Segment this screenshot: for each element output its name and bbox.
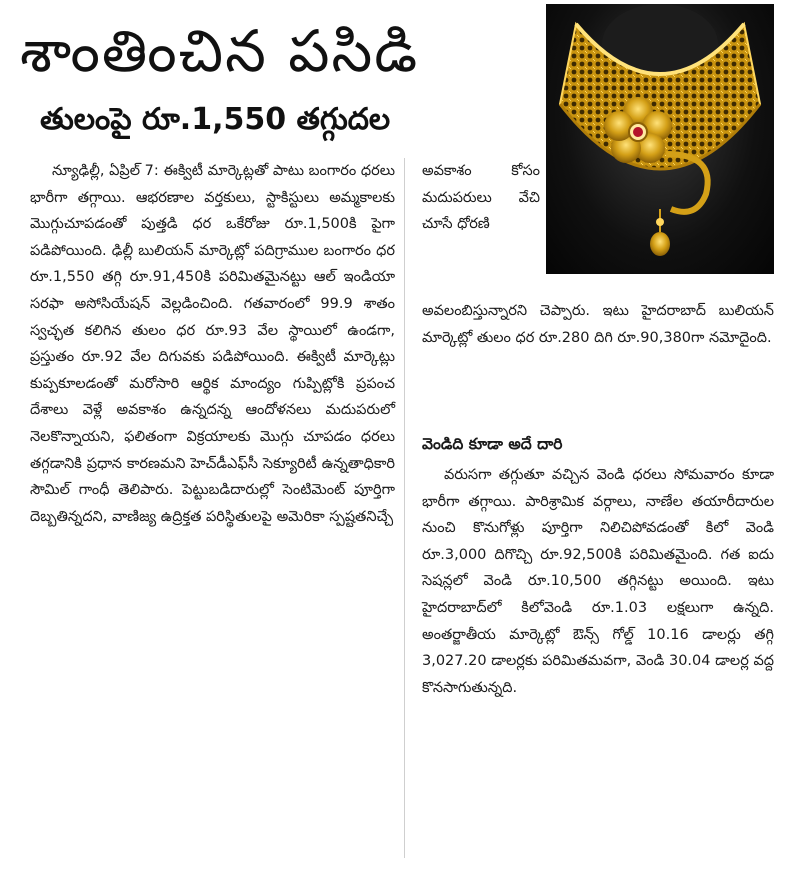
column-divider [404, 158, 405, 858]
silver-section-text: వరుసగా తగ్గుతూ వచ్చిన వెండి ధరలు సోమవారం కూడా భారీగా తగ్గాయి. పారిశ్రామిక వర్గాలు, నాణేల తయారీదారుల నుంచి కొనుగోళ్లు పూర్తిగా నిలిచిపోవడంతో కిలో వెండి రూ.3,000 దిగొచ్చి రూ.92,500కి పరిమితమైంది. గత ఐదు సెషన్లలో వెండి రూ.10,500 తగ్గినట్టు అయింది. ఇటు హైదరాబాద్‌లో కిలోవెండి రూ.1.03 లక్షలుగా ఉన్నది. అంతర్జాతీయ మార్కెట్లో ఔన్స్ గోల్డ్ 10.16 డాలర్లు తగ్గి 3,027.20 డాలర్లకు పరిమితమవగా, వెండి 30.04 డాలర్ల వద్ద కొనసాగుతున్నది. [422, 467, 774, 696]
right-column-top [422, 158, 540, 238]
left-column [30, 158, 395, 530]
left-column-text: న్యూఢిల్లీ, ఏప్రిల్ 7: ఈక్విటీ మార్కెట్లతో పాటు బంగారం ధరలు భారీగా తగ్గాయి. ఆభరణాల వర్తకులు, స్టాకిస్టులు అమ్మకాలకు మొగ్గుచూపడంతో పుత్తడి ధర ఒకేరోజు రూ.1,500కి పైగా పడిపోయింది. ఢిల్లీ బులియన్ మార్కెట్లో పదిగ్రాముల బంగారం ధర రూ.1,550 తగ్గి రూ.91,450కి పరిమితమైనట్టు ఆల్ ఇండియా సరఫా అసోసియేషన్ వెల్లడించింది. గతవారంలో 99.9 శాతం స్వచ్ఛత కలిగిన తులం ధర రూ.93 వేల స్థాయిలో ఉండగా, ప్రస్తుతం రూ.92 వేల దిగువకు పడిపోయింది. ఈక్విటీ మార్కెట్లు కుప్పకూలడంతో మరోసారి ఆర్థిక మాంద్యం గుప్పిట్లోకి ప్రపంచ దేశాలు వెళ్లే అవకాశం ఉన్నదన్న ఆందోళనలు మదుపరులో నెలకొన్నాయని, ఫలితంగా విక్రయాలకు మొగ్గు చూపడం ధరలు తగ్గడానికి ప్రధాన కారణమని హెచ్‌డీఎఫ్‌సీ సెక్యూరిటీ ఉన్నతాధికారి సౌమిల్ గాంధీ తెలిపారు. పెట్టుబడిదారుల్లో సెంటిమెంట్ పూర్తిగా దెబ్బతిన్నదని, వాణిజ్య ఉద్రిక్తత పరిస్థితులపై అమెరికా స్పష్టతనిచ్చే [30, 163, 395, 525]
right-column-top-text: అవకాశం కోసం మదుపరులు వేచి చూసే ధోరణి [422, 163, 540, 233]
right-column-continuation-text: అవలంబిస్తున్నారని చెప్పారు. ఇటు హైదరాబాద్ బులియన్ మార్కెట్లో తులం ధర రూ.280 దిగి రూ.90,380గా నమోదైంది. [422, 303, 774, 346]
gold-necklace-image [546, 4, 774, 274]
right-column-continuation [422, 298, 774, 351]
headline: శాంతించిన పసిడి [20, 17, 420, 85]
section-subheading: వెండిది కూడా అదే దారి [422, 435, 563, 453]
silver-section [422, 462, 774, 701]
subheadline: తులంపై రూ.1,550 తగ్గుదల [40, 102, 391, 137]
